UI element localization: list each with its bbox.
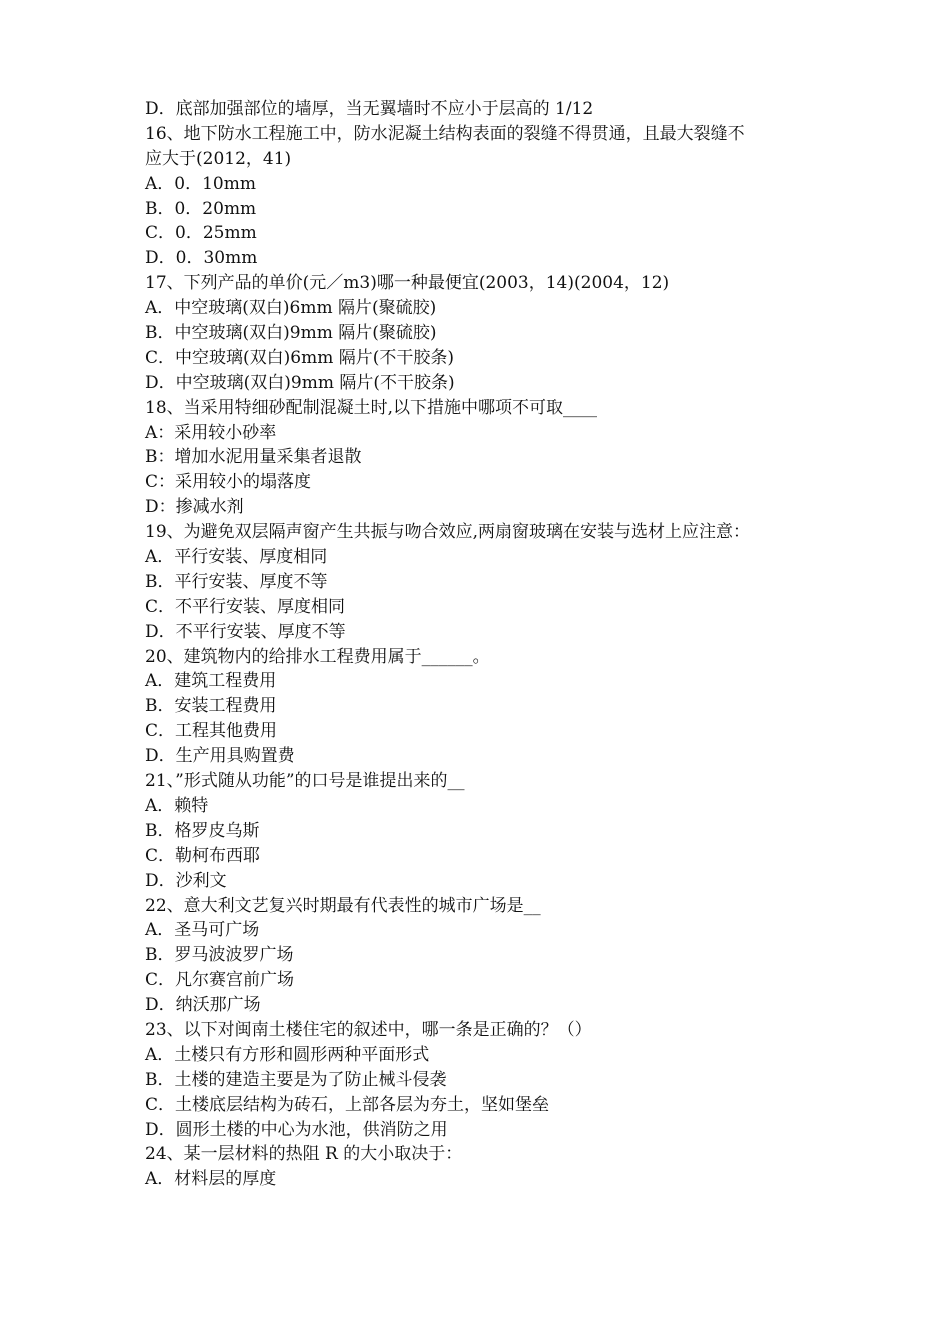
option-line: B．罗马波波罗广场 xyxy=(145,945,294,966)
option-line: B：增加水泥用量采集者退散 xyxy=(145,447,362,468)
option-line: D．生产用具购置费 xyxy=(145,746,295,767)
text-line: D．底部加强部位的墙厚，当无翼墙时不应小于层高的 1/12 xyxy=(145,99,594,119)
option-line: C：采用较小的塌落度 xyxy=(145,472,312,493)
option-line: C．不平行安装、厚度相同 xyxy=(145,596,346,617)
option-line: A．建筑工程费用 xyxy=(145,671,277,692)
question-16: 16、地下防水工程施工中，防水泥凝土结构表面的裂缝不得贯通，且最大裂缝不 xyxy=(145,123,745,144)
option-line: B．土楼的建造主要是为了防止械斗侵袭 xyxy=(145,1069,447,1090)
option-line: D．纳沃那广场 xyxy=(145,995,261,1016)
option-line: D．不平行安装、厚度不等 xyxy=(145,621,346,642)
option-line: A：采用较小砂率 xyxy=(145,422,277,443)
question-19: 19、为避免双层隔声窗产生共振与吻合效应,两扇窗玻璃在安装与选材上应注意： xyxy=(145,522,751,543)
option-line: A．赖特 xyxy=(145,795,209,816)
option-line: C．凡尔赛宫前广场 xyxy=(145,970,295,991)
option-line: B．格罗皮乌斯 xyxy=(145,820,260,841)
option-line: A．0．10mm xyxy=(145,173,256,194)
option-line: C．中空玻璃(双白)6mm 隔片(不干胶条) xyxy=(145,347,454,368)
option-line: A．中空玻璃(双白)6mm 隔片(聚硫胶) xyxy=(145,298,437,319)
option-line: C．工程其他费用 xyxy=(145,721,278,742)
option-line: C．土楼底层结构为砖石，上部各层为夯土，坚如堡垒 xyxy=(145,1094,550,1115)
option-line: B．中空玻璃(双白)9mm 隔片(聚硫胶) xyxy=(145,323,437,344)
option-line: C．0．25mm xyxy=(145,223,257,244)
question-22: 22、意大利文艺复兴时期最有代表性的城市广场是__ xyxy=(145,895,541,916)
option-line: C．勒柯布西耶 xyxy=(145,845,261,866)
question-20: 20、建筑物内的给排水工程费用属于______。 xyxy=(145,646,490,667)
document-page xyxy=(145,97,825,1192)
option-line: D．沙利文 xyxy=(145,870,227,891)
option-line: D．中空玻璃(双白)9mm 隔片(不干胶条) xyxy=(145,372,455,393)
option-line: D：掺减水剂 xyxy=(145,497,244,518)
question-23: 23、以下对闽南土楼住宅的叙述中，哪一条是正确的？（） xyxy=(145,1019,592,1040)
question-17: 17、下列产品的单价(元／m3)哪一种最便宜(2003，14)(2004，12) xyxy=(145,273,670,294)
option-line: D．0．30mm xyxy=(145,248,258,269)
option-line: B．安装工程费用 xyxy=(145,696,277,717)
question-24: 24、某一层材料的热阻 R 的大小取决于： xyxy=(145,1144,463,1165)
option-line: D．圆形土楼的中心为水池，供消防之用 xyxy=(145,1119,448,1140)
question-18: 18、当采用特细砂配制混凝土时,以下措施中哪项不可取____ xyxy=(145,397,598,418)
option-line: B．平行安装、厚度不等 xyxy=(145,571,328,592)
question-21: 21、”形式随从功能”的口号是谁提出来的__ xyxy=(145,771,465,792)
option-line: B．0．20mm xyxy=(145,198,257,219)
text-line: 应大于(2012，41) xyxy=(145,148,292,169)
option-line: A．材料层的厚度 xyxy=(145,1169,277,1190)
option-line: A．圣马可广场 xyxy=(145,920,260,941)
option-line: A．平行安装、厚度相同 xyxy=(145,547,328,568)
option-line: A．土楼只有方形和圆形两种平面形式 xyxy=(145,1044,430,1065)
